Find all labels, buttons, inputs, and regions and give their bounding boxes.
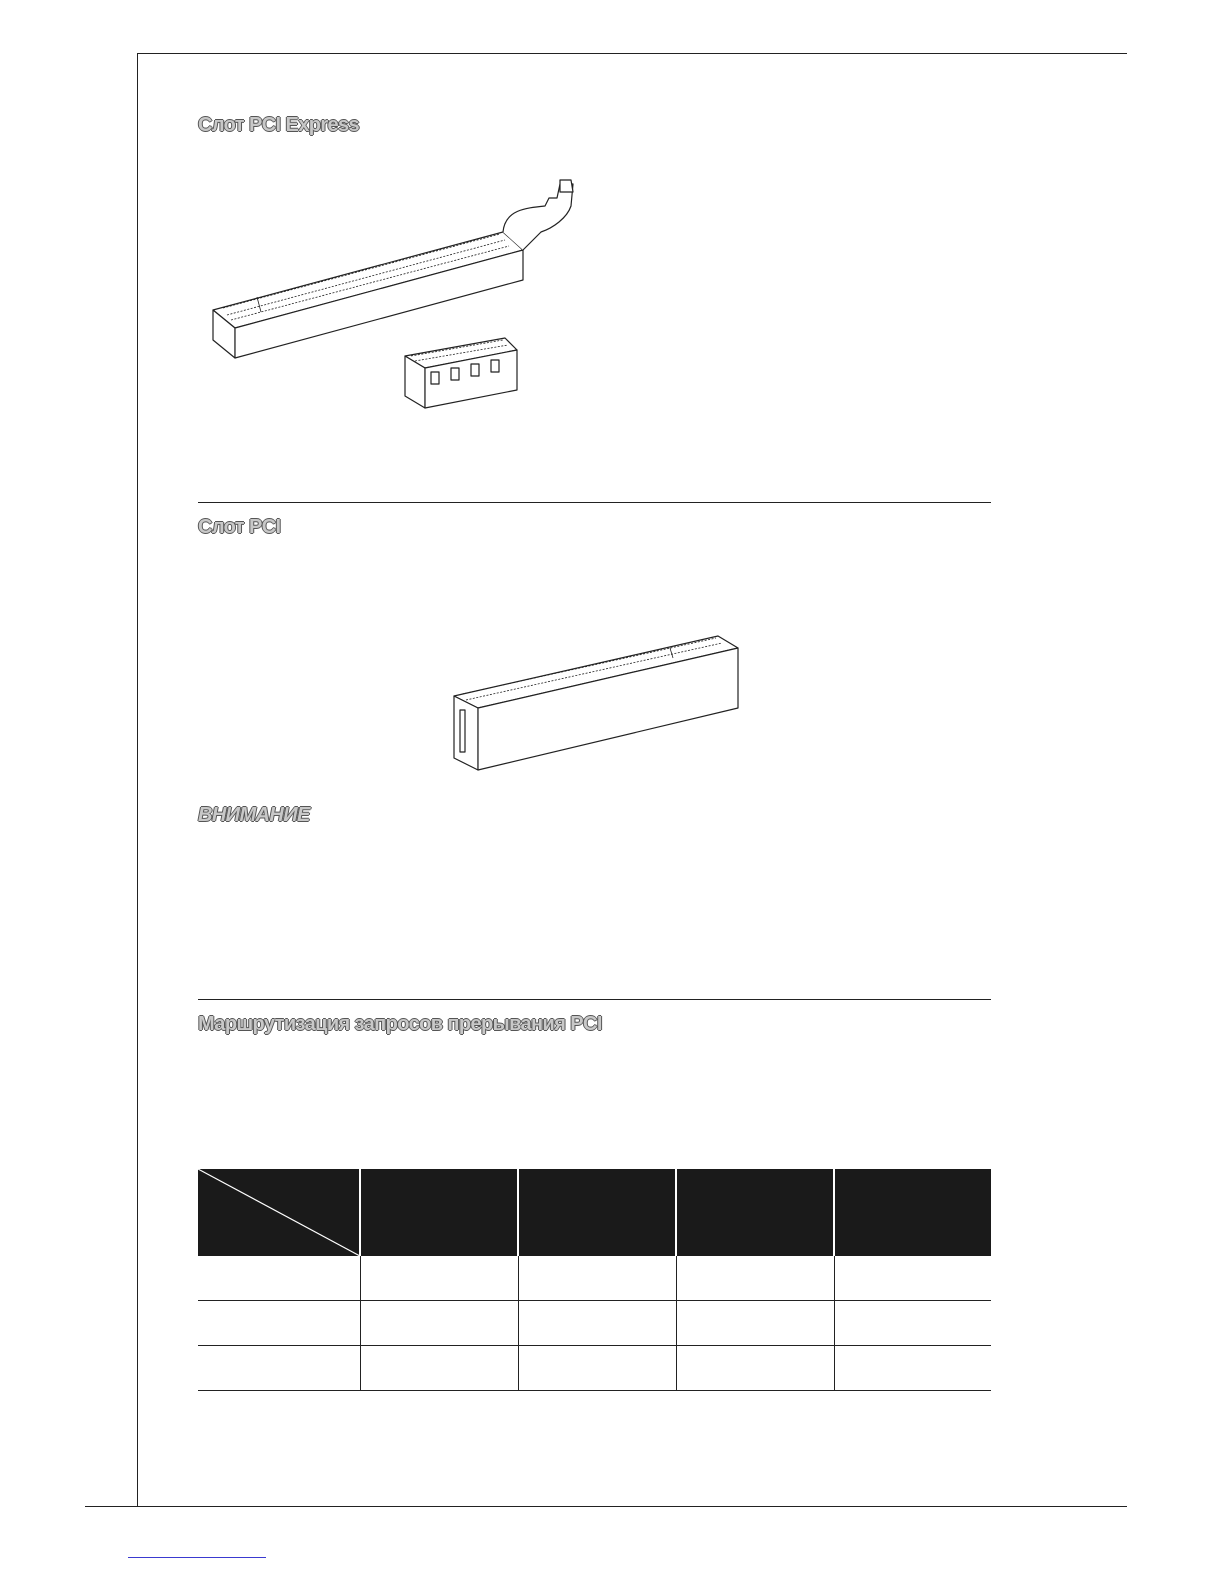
table-corner-cell <box>198 1169 360 1256</box>
section-divider <box>198 502 991 503</box>
table-cell <box>198 1301 360 1346</box>
footer-link-underline[interactable] <box>128 1557 266 1558</box>
table-cell <box>360 1346 518 1391</box>
table-cell <box>518 1301 676 1346</box>
table-cell <box>834 1256 991 1301</box>
pci-slot-illustration <box>450 628 745 778</box>
page-frame-top-line <box>137 53 1127 54</box>
table-cell <box>834 1301 991 1346</box>
page-frame-bottom-line <box>85 1506 1127 1507</box>
table-cell <box>518 1346 676 1391</box>
table-row <box>198 1346 991 1391</box>
irq-routing-heading: Маршрутизация запросов прерывания PCI <box>198 1013 602 1035</box>
table-cell <box>198 1256 360 1301</box>
irq-routing-table <box>198 1169 991 1391</box>
table-header-cell <box>834 1169 991 1256</box>
table-cell <box>360 1301 518 1346</box>
table-cell <box>360 1256 518 1301</box>
page-frame-left-line <box>137 53 138 1507</box>
pci-express-slots-illustration <box>205 170 585 415</box>
table-header-cell <box>518 1169 676 1256</box>
table-cell <box>676 1256 834 1301</box>
table-cell <box>676 1346 834 1391</box>
table-cell <box>198 1346 360 1391</box>
warning-heading: ВНИМАНИЕ <box>198 804 310 826</box>
pcie-slot-heading: Слот PCI Express <box>198 114 360 136</box>
table-header-row <box>198 1169 991 1256</box>
pci-slot-heading: Слот PCI <box>198 516 281 538</box>
table-cell <box>518 1256 676 1301</box>
table-cell <box>834 1346 991 1391</box>
table-header-cell <box>360 1169 518 1256</box>
section-divider <box>198 999 991 1000</box>
table-header-cell <box>676 1169 834 1256</box>
table-row <box>198 1256 991 1301</box>
diagonal-divider <box>198 1169 360 1256</box>
table-cell <box>676 1301 834 1346</box>
table-row <box>198 1301 991 1346</box>
